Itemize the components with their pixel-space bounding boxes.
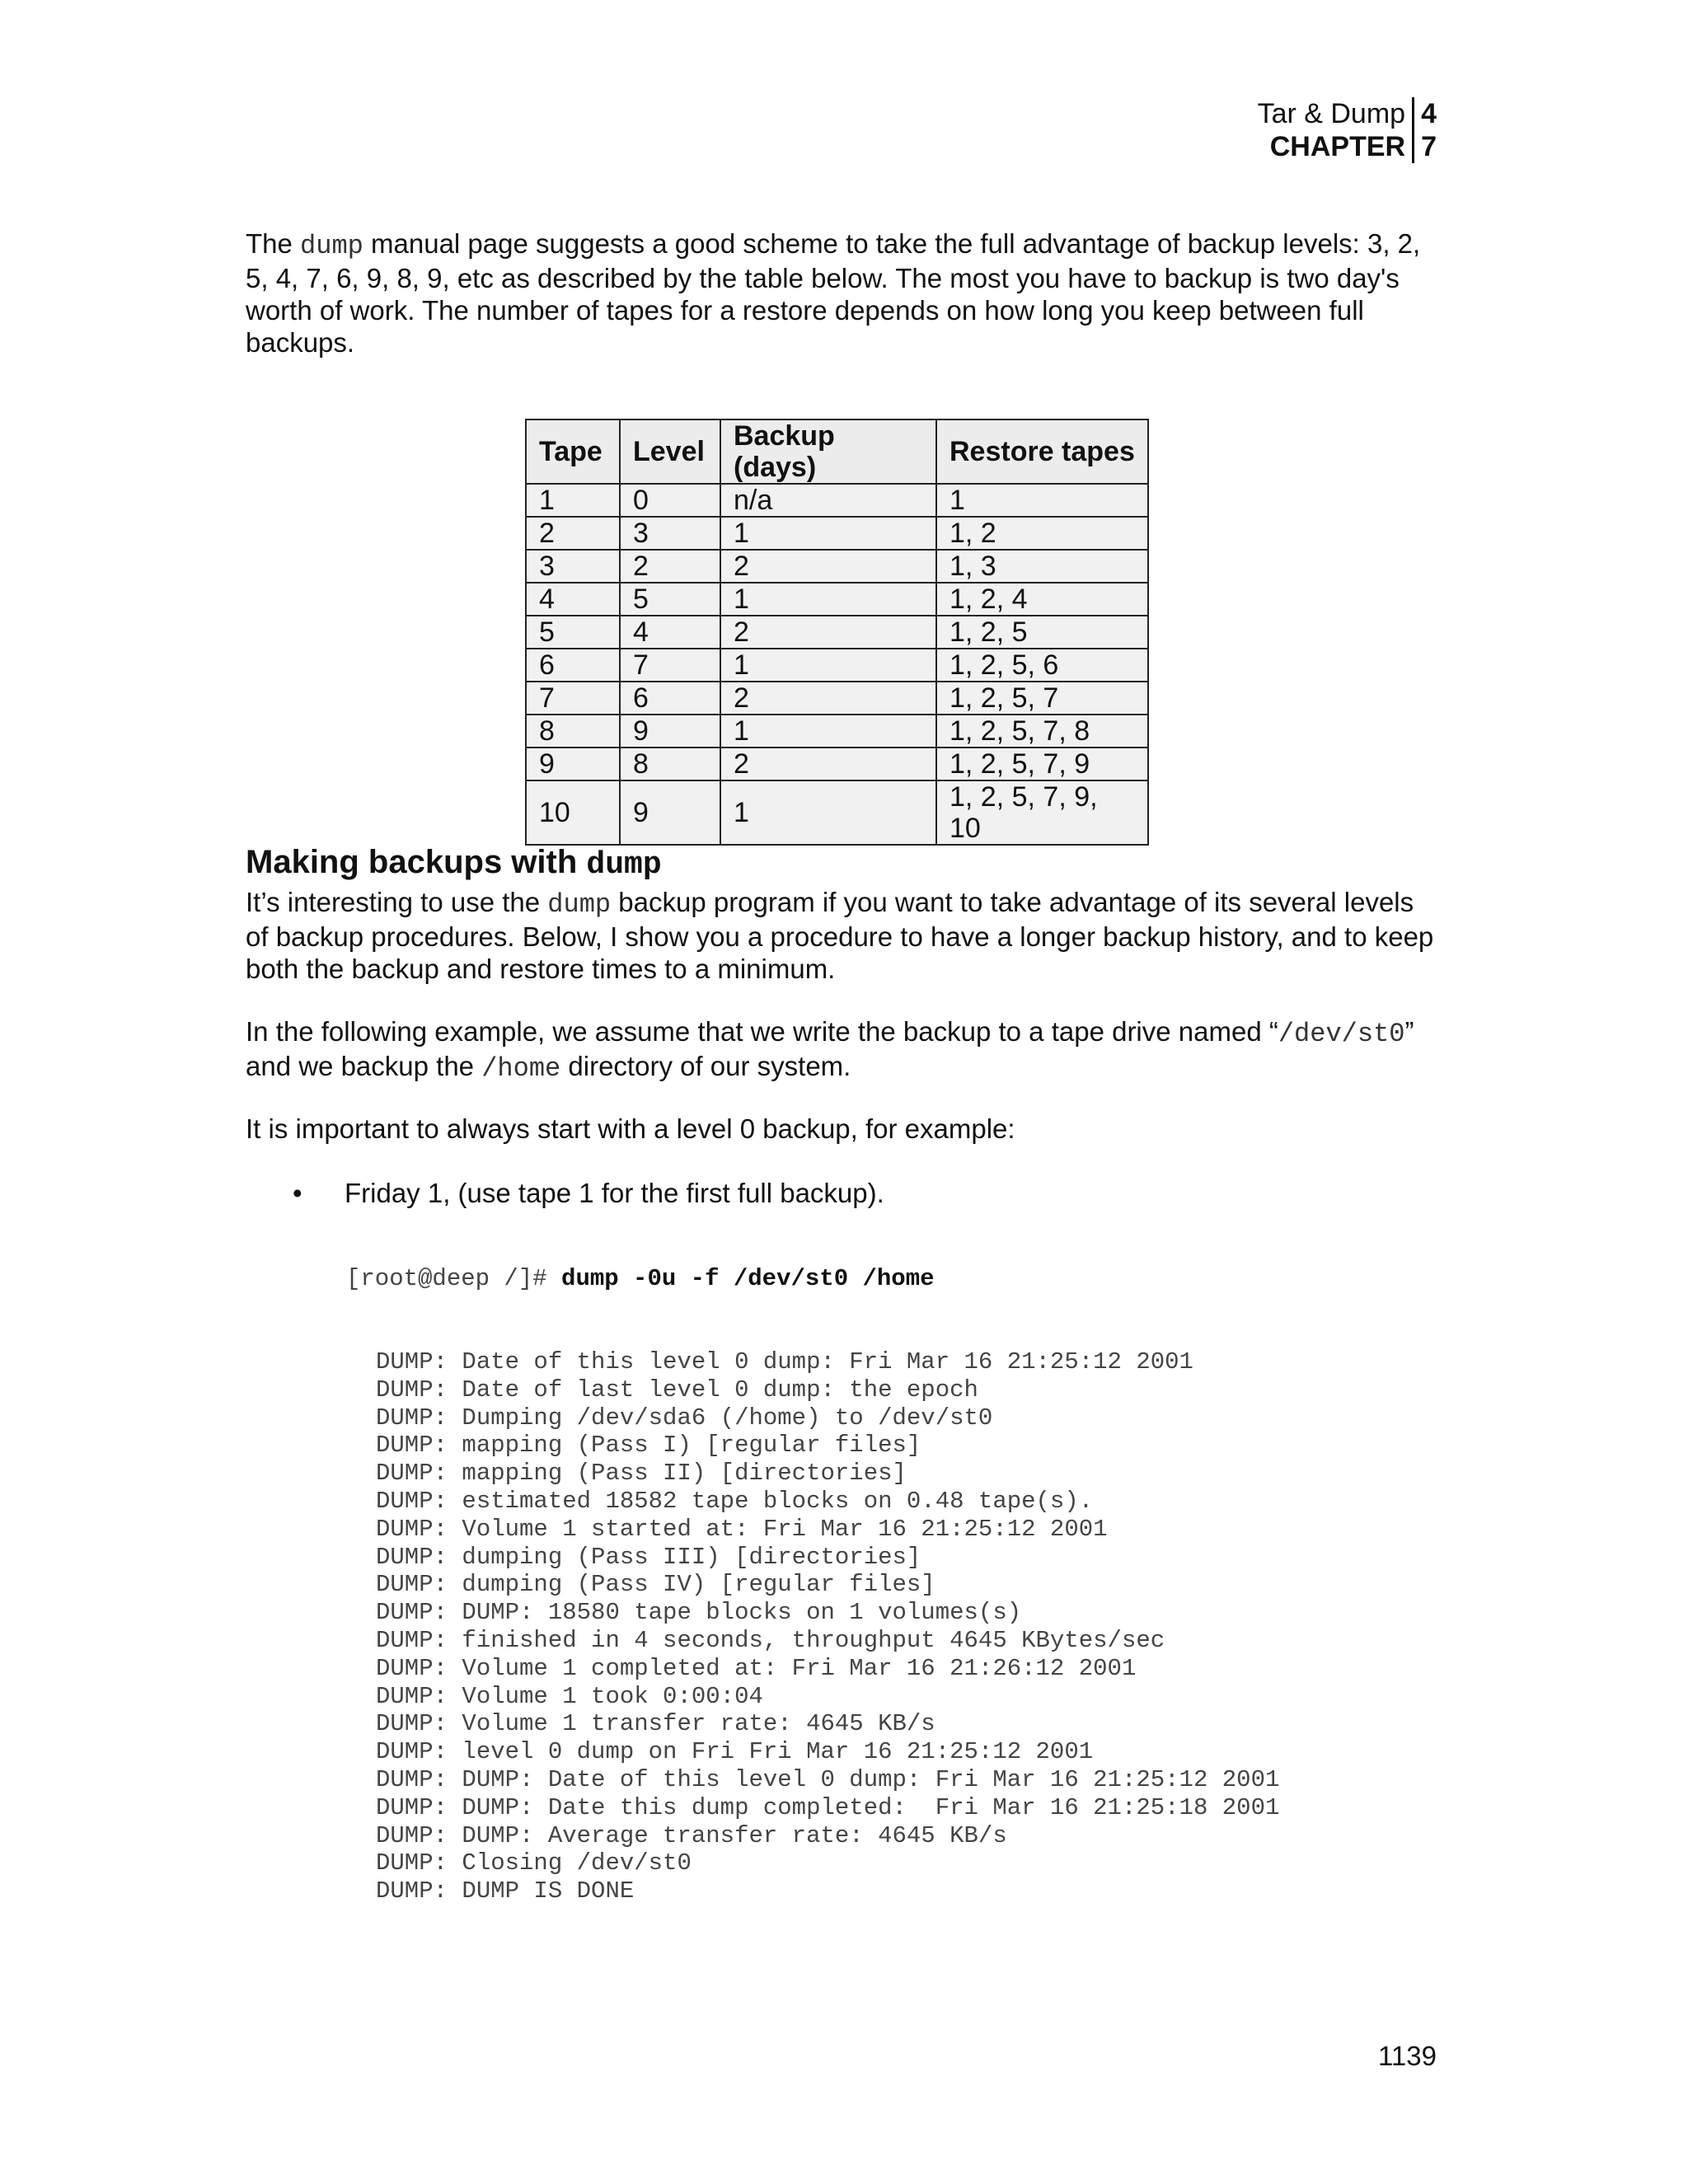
console-prompt: [root@deep /]# xyxy=(346,1264,562,1292)
header-title: Tar & Dump xyxy=(1257,98,1406,129)
section-paragraph-3-wrap xyxy=(246,1113,1441,1145)
cell-level: 0 xyxy=(620,484,720,517)
console-output-line: DUMP: DUMP: 18580 tape blocks on 1 volumes(s) xyxy=(376,1599,1022,1627)
table-row xyxy=(526,616,1148,649)
p1-text-rest: backup program if you want to take advantage of its several levels of backup procedures. Below, I show you a procedure to have a longer backup history, and to keep both the backup and restore times to a minimum. xyxy=(246,887,1434,984)
cell-restore-tapes: 1, 2, 5, 7, 8 xyxy=(936,715,1148,748)
header-titles xyxy=(1258,97,1415,163)
console-output-line: DUMP: DUMP: Average transfer rate: 4645 KB/s xyxy=(376,1821,1007,1849)
header-restore-tapes: Restore tapes xyxy=(936,419,1148,484)
cell-level: 2 xyxy=(620,550,720,583)
header-backup-days: Backup (days) xyxy=(720,419,936,484)
intro-text-start: The xyxy=(246,228,301,259)
table-row xyxy=(526,715,1148,748)
table-row xyxy=(526,550,1148,583)
table-row xyxy=(526,780,1148,845)
cell-backup-days: 1 xyxy=(720,715,936,748)
table-row xyxy=(526,748,1148,780)
console-lines xyxy=(346,1348,1279,1905)
table-row xyxy=(526,649,1148,682)
section-paragraph-2 xyxy=(246,1015,1441,1085)
header-level: Level xyxy=(620,419,720,484)
table-row xyxy=(526,682,1148,715)
chapter-number-digit-1: 4 xyxy=(1421,98,1437,129)
intro-section xyxy=(246,227,1441,359)
p1-text-start: It’s interesting to use the xyxy=(246,887,548,917)
cell-level: 3 xyxy=(620,517,720,550)
section-paragraph-2-wrap xyxy=(246,1015,1441,1085)
cell-restore-tapes: 1, 2, 5, 7, 9 xyxy=(936,748,1148,780)
p2-text-start: In the following example, we assume that we write the backup to a tape drive named “ xyxy=(246,1016,1278,1047)
console-output-line: DUMP: Volume 1 completed at: Fri Mar 16 21:26:12 2001 xyxy=(376,1654,1137,1682)
console-output-line: DUMP: Dumping /dev/sda6 (/home) to /dev/st0 xyxy=(376,1404,993,1432)
cell-tape: 4 xyxy=(526,583,620,616)
section-body xyxy=(246,886,1441,985)
console-output-line: DUMP: Volume 1 took 0:00:04 xyxy=(376,1682,763,1710)
section-paragraph-3: It is important to always start with a level 0 backup, for example: xyxy=(246,1113,1015,1144)
cell-tape: 9 xyxy=(526,748,620,780)
inline-code-dump: dump xyxy=(300,231,363,261)
inline-code-dump-2: dump xyxy=(547,889,612,920)
cell-level: 7 xyxy=(620,649,720,682)
table-row xyxy=(526,517,1148,550)
bullet-marker: • xyxy=(293,1178,302,1208)
section-heading xyxy=(246,842,662,885)
cell-level: 4 xyxy=(620,616,720,649)
header-chapter-label: CHAPTER xyxy=(1269,131,1406,162)
cell-restore-tapes: 1, 2 xyxy=(936,517,1148,550)
heading-code: dump xyxy=(586,847,662,883)
backup-levels-table xyxy=(525,419,1149,846)
page-number: 1139 xyxy=(1378,2041,1437,2071)
cell-backup-days: 2 xyxy=(720,748,936,780)
heading-text: Making backups with xyxy=(246,844,587,880)
cell-level: 9 xyxy=(620,780,720,845)
console-output-line: DUMP: Date of last level 0 dump: the epoch xyxy=(376,1376,978,1404)
console-output-line: DUMP: dumping (Pass IV) [regular files] xyxy=(376,1571,935,1599)
cell-level: 9 xyxy=(620,715,720,748)
console-output-line: DUMP: level 0 dump on Fri Fri Mar 16 21:25:12 2001 xyxy=(376,1738,1094,1766)
cell-tape: 3 xyxy=(526,550,620,583)
cell-restore-tapes: 1, 2, 4 xyxy=(936,583,1148,616)
console-output-line: DUMP: Volume 1 started at: Fri Mar 16 21:25:12 2001 xyxy=(376,1515,1108,1543)
console-output-line: DUMP: estimated 18582 tape blocks on 0.48 tape(s). xyxy=(376,1487,1094,1515)
cell-backup-days: 1 xyxy=(720,583,936,616)
cell-tape: 2 xyxy=(526,517,620,550)
console-output-line: DUMP: Closing /dev/st0 xyxy=(376,1849,692,1877)
bullet-item xyxy=(293,1177,884,1210)
cell-restore-tapes: 1, 2, 5 xyxy=(936,616,1148,649)
console-output-line: DUMP: DUMP IS DONE xyxy=(376,1877,635,1905)
cell-level: 6 xyxy=(620,682,720,715)
cell-backup-days: 1 xyxy=(720,780,936,845)
p2-text-mid: ” and we backup the xyxy=(246,1016,1414,1081)
cell-tape: 6 xyxy=(526,649,620,682)
cell-restore-tapes: 1 xyxy=(936,484,1148,517)
intro-paragraph xyxy=(246,227,1441,359)
console-command-line xyxy=(346,1265,1279,1293)
cell-tape: 10 xyxy=(526,780,620,845)
table-row xyxy=(526,583,1148,616)
inline-code-home: /home xyxy=(481,1053,561,1084)
header-chapter-number xyxy=(1414,97,1437,163)
cell-backup-days: 2 xyxy=(720,616,936,649)
cell-backup-days: 1 xyxy=(720,517,936,550)
cell-restore-tapes: 1, 2, 5, 7 xyxy=(936,682,1148,715)
table-header-row xyxy=(526,419,1148,484)
cell-backup-days: 2 xyxy=(720,682,936,715)
intro-text-rest: manual page suggests a good scheme to take the full advantage of backup levels: 3, 2, 5, 4, 7, 6, 9, 8, 9, etc as described by the table below. The most you have to backup is two day's worth of work. The number of tapes for a restore depends on how long you keep between full backups. xyxy=(246,228,1421,358)
console-output-line: DUMP: Volume 1 transfer rate: 4645 KB/s xyxy=(376,1710,935,1738)
cell-tape: 7 xyxy=(526,682,620,715)
cell-restore-tapes: 1, 2, 5, 6 xyxy=(936,649,1148,682)
console-output-line: DUMP: DUMP: Date of this level 0 dump: Fri Mar 16 21:25:12 2001 xyxy=(376,1765,1280,1793)
section-paragraph-1 xyxy=(246,886,1441,985)
cell-tape: 1 xyxy=(526,484,620,517)
chapter-number-digit-2: 7 xyxy=(1421,131,1437,162)
running-header xyxy=(1258,97,1437,163)
cell-tape: 8 xyxy=(526,715,620,748)
bullet-text: Friday 1, (use tape 1 for the first full backup). xyxy=(345,1178,884,1208)
inline-code-dev-st0: /dev/st0 xyxy=(1278,1019,1405,1049)
p2-text-end: directory of our system. xyxy=(560,1051,851,1081)
cell-backup-days: n/a xyxy=(720,484,936,517)
cell-backup-days: 2 xyxy=(720,550,936,583)
cell-level: 5 xyxy=(620,583,720,616)
console-output-line: DUMP: mapping (Pass I) [regular files] xyxy=(376,1432,921,1460)
header-tape: Tape xyxy=(526,419,620,484)
console-output-line: DUMP: finished in 4 seconds, throughput 4645 KBytes/sec xyxy=(376,1626,1165,1654)
table-body xyxy=(526,484,1148,845)
console-command: dump -0u -f /dev/st0 /home xyxy=(561,1264,935,1292)
console-output-line: DUMP: mapping (Pass II) [directories] xyxy=(376,1460,907,1488)
cell-tape: 5 xyxy=(526,616,620,649)
cell-level: 8 xyxy=(620,748,720,780)
table-row xyxy=(526,484,1148,517)
console-output-line: DUMP: dumping (Pass III) [directories] xyxy=(376,1543,921,1571)
console-output xyxy=(346,1209,1279,1933)
console-output-line: DUMP: DUMP: Date this dump completed: Fri Mar 16 21:25:18 2001 xyxy=(376,1793,1280,1821)
cell-restore-tapes: 1, 3 xyxy=(936,550,1148,583)
console-output-line: DUMP: Date of this level 0 dump: Fri Mar 16 21:25:12 2001 xyxy=(376,1347,1193,1376)
cell-restore-tapes: 1, 2, 5, 7, 9, 10 xyxy=(936,780,1148,845)
cell-backup-days: 1 xyxy=(720,649,936,682)
